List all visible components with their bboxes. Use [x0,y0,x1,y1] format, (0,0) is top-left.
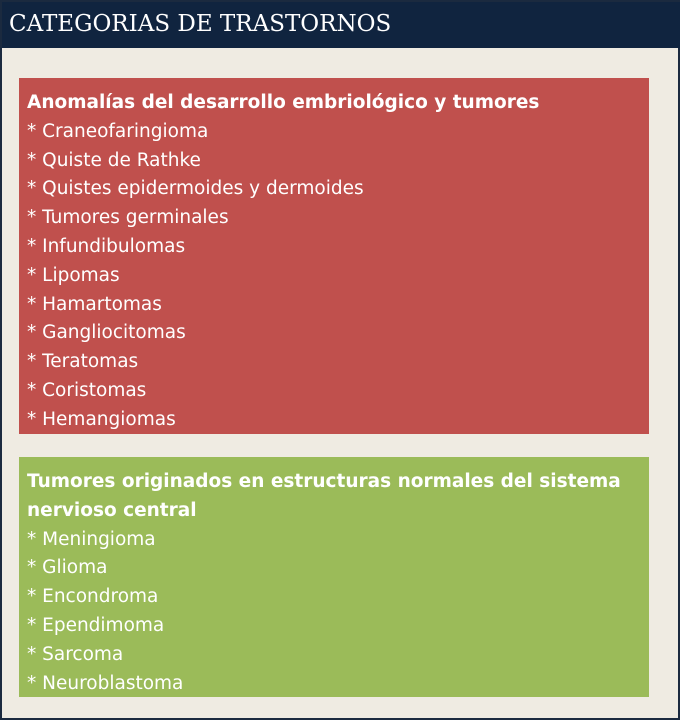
list-item: * Tumores germinales [27,207,229,229]
list-item: * Gangliocitomas [27,322,186,344]
list-item: * Ependimoma [27,614,165,636]
list-item: * Hamartomas [27,293,162,315]
list-item: * Quistes epidermoides y dermoides [27,178,364,200]
list-item: * Teratomas [27,351,139,373]
title-bar [2,2,680,48]
category-heading: Anomalías del desarrollo embriológico y tumores [27,92,540,113]
list-item: * Hemangiomas [27,408,176,430]
page-title: CATEGORIAS DE TRASTORNOS [9,11,392,37]
list-item: * Infundibulomas [27,235,186,257]
list-item: * Sarcoma [27,643,124,665]
list-item: * Quiste de Rathke [27,149,201,171]
list-item: * Craneofaringioma [27,120,209,142]
list-item: * Encondroma [27,586,159,608]
category-box-cns-tumors [19,457,649,697]
category-heading: Tumores originados en estructuras normales del sistema nervioso central [27,471,621,521]
list-item: * Lipomas [27,264,120,286]
list-item: * Coristomas [27,379,147,401]
category-box-embryologic [19,78,649,434]
list-item: * Meningioma [27,528,156,550]
list-item: * Glioma [27,557,108,579]
list-item: * Neuroblastoma [27,672,184,694]
